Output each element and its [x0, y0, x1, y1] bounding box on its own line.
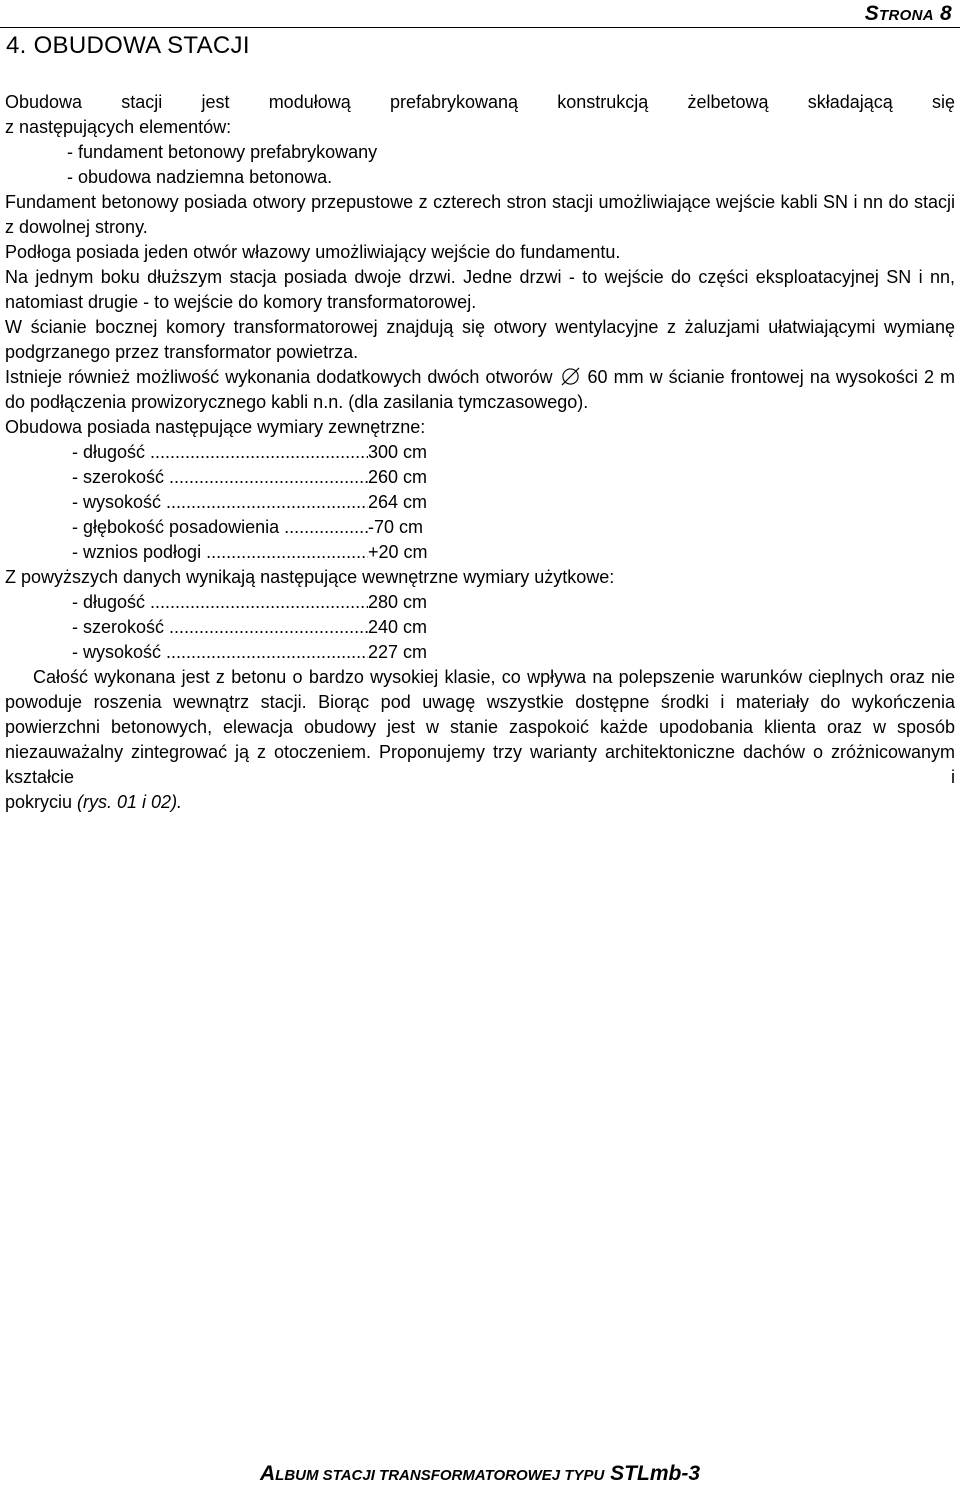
paragraph-external-dimensions-heading: Obudowa posiada następujące wymiary zewnętrzne:: [5, 417, 426, 437]
footer-title: LBUM STACJI TRANSFORMATOROWEJ TYPU: [275, 1467, 605, 1484]
list-item-housing: - obudowa nadziemna betonowa.: [67, 167, 333, 187]
header-rule: [0, 27, 960, 28]
page-number: 8: [940, 2, 952, 25]
list-item-foundation: - fundament betonowy prefabrykowany: [67, 142, 378, 162]
section-title: 4. OBUDOWA STACJI: [6, 32, 250, 59]
dimension-row: [5, 440, 955, 465]
dimension-value: 264 cm: [368, 492, 428, 512]
dimension-value: 240 cm: [368, 617, 428, 637]
paragraph-openings: [5, 365, 955, 415]
dimension-label: - szerokość .....: [72, 465, 368, 490]
figure-reference: (rys. 01 i 02).: [77, 792, 183, 812]
document-body: [5, 90, 955, 815]
paragraph-internal-dimensions-heading: Z powyższych danych wynikają następujące wewnętrzne wymiary użytkowe:: [5, 567, 615, 587]
dimension-label: - wznios podłogi .....: [72, 540, 368, 565]
dimension-value: -70 cm: [368, 517, 424, 537]
dimension-row: [5, 540, 955, 565]
internal-dimensions-list: [5, 590, 955, 665]
album-footer: [0, 1462, 960, 1486]
page-label-rest: TRONA: [879, 7, 934, 24]
dimension-row: [5, 515, 955, 540]
openings-text-after: 60 mm w ścianie frontowej na wysokości 2 m do podłączenia prowizorycznego kabli n.n. (dla zasilania tymczasowego).: [5, 367, 955, 412]
dimension-value: 227 cm: [368, 642, 428, 662]
paragraph-foundation: Fundament betonowy posiada otwory przepustowe z czterech stron stacji umożliwiające wejście kabli SN i nn do stacji z dowolnej strony.: [5, 192, 955, 237]
paragraph-materials: Całość wykonana jest z betonu o bardzo wysokiej klasie, co wpływa na polepszenie warunków cieplnych oraz nie powoduje roszenia wewnątrz stacji. Biorąc pod uwagę wszystkie dostępne środki i materiały do wykończenia powierzchni betonowych, elewacja obudowy jest w stanie zaspokoić każde upodobania klienta oraz w sposób niezauważalny zintegrować ją z otoczeniem. Proponujemy trzy warianty architektoniczne dachów o zróżnicowanym kształcie i: [5, 667, 955, 787]
dimension-value: 260 cm: [368, 467, 428, 487]
paragraph-doors: Na jednym boku dłuższym stacja posiada dwoje drzwi. Jedne drzwi - to wejście do części eksploatacyjnej SN i nn, natomiast drugie - to wejście do komory transformatorowej.: [5, 267, 955, 312]
external-dimensions-list: [5, 440, 955, 565]
footer-initial: A: [259, 1462, 276, 1485]
dimension-row: [5, 490, 955, 515]
dimension-label: - długość .....: [72, 440, 368, 465]
dimension-label: - głębokość posadowienia .....: [72, 515, 368, 540]
dimension-row: [5, 465, 955, 490]
materials-end-text: pokryciu: [5, 792, 78, 812]
paragraph-intro-line-2: z następujących elementów:: [5, 117, 232, 137]
dimension-label: - długość .....: [72, 590, 368, 615]
dimension-row: [5, 615, 955, 640]
footer-model: STLmb-3: [610, 1462, 701, 1485]
dimension-row: [5, 590, 955, 615]
dimension-value: 300 cm: [368, 442, 428, 462]
paragraph-ventilation: W ścianie bocznej komory transformatorowej znajdują się otwory wentylacyjne z żaluzjami ułatwiającymi wymianę podgrzanego przez transformator powietrza.: [5, 317, 955, 362]
dimension-label: - wysokość .....: [72, 640, 368, 665]
page-number-label: [865, 2, 952, 26]
paragraph-materials-end: [5, 790, 955, 815]
openings-text-before: Istnieje również możliwość wykonania dodatkowych dwóch otworów: [5, 367, 553, 387]
dimension-label: - szerokość .....: [72, 615, 368, 640]
dimension-label: - wysokość .....: [72, 490, 368, 515]
dimension-row: [5, 640, 955, 665]
diameter-symbol-icon: [561, 367, 580, 386]
page-label-initial: S: [864, 2, 880, 25]
dimension-value: +20 cm: [368, 542, 428, 562]
paragraph-floor: Podłoga posiada jeden otwór włazowy umożliwiający wejście do fundamentu.: [5, 242, 621, 262]
dimension-value: 280 cm: [368, 592, 428, 612]
paragraph-intro-line-1: Obudowa stacji jest modułową prefabrykowaną konstrukcją żelbetową składającą się: [5, 92, 955, 112]
